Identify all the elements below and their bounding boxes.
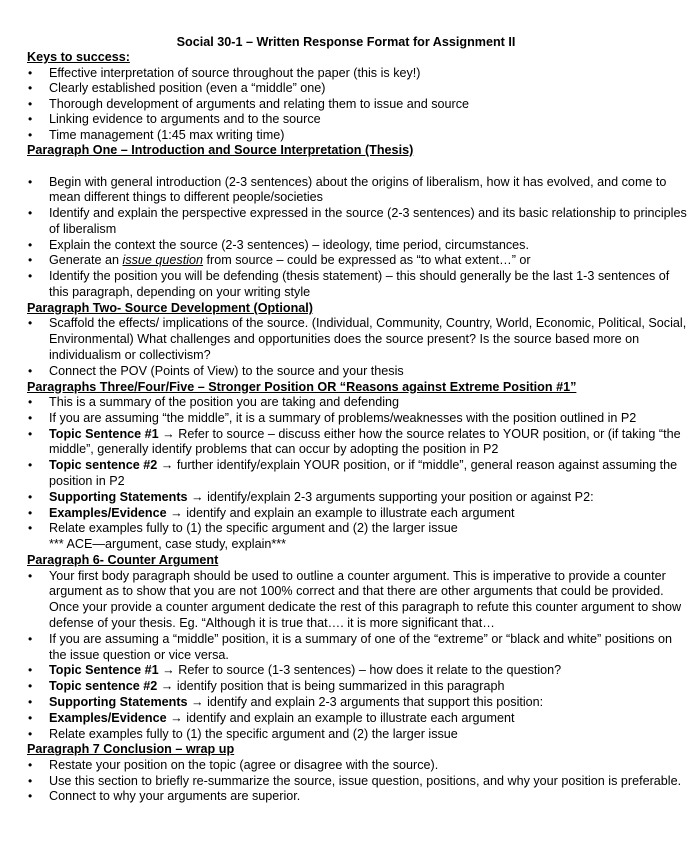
- bullet-icon: •: [28, 663, 33, 678]
- bullet-icon: •: [28, 237, 33, 252]
- list-item: • Supporting Statements → identify/explain 2-3 arguments supporting your position or against P2:: [28, 489, 594, 504]
- document-body: [27, 50, 691, 805]
- list-item: • Linking evidence to arguments and to the source: [28, 112, 321, 126]
- p2-heading: Paragraph Two- Source Development (Optional): [27, 300, 313, 315]
- bullet-icon: •: [28, 96, 33, 111]
- list-item: • Relate examples fully to (1) the specific argument and (2) the larger issue: [28, 521, 458, 536]
- bullet-icon: •: [28, 316, 33, 331]
- p7-list: [27, 758, 691, 805]
- list-item: • Begin with general introduction (2-3 sentences) about the origins of liberalism, how it has evolved, and come to mean different things to different people/societies: [28, 174, 667, 205]
- list-item: • Identify the position you will be defending (thesis statement) – this should generally be the last 1-3 sentences of this paragraph, depending on your writing style: [28, 269, 670, 300]
- bullet-icon: •: [28, 206, 33, 221]
- p6-list: [27, 569, 691, 743]
- ace-note: *** ACE—argument, case study, explain***: [49, 537, 287, 552]
- list-item: • Your first body paragraph should be used to outline a counter argument. This is imperative to provide a counter argument as to show that you are not 100% correct and that there are other arguments that could be provided. Once your provide a counter argument dedicate the rest of this paragraph to refute this counter argument to show defense of your thesis. Eg. “Although it is true that…. it is more significant that…: [28, 568, 682, 630]
- list-item: • Effective interpretation of source throughout the paper (this is key!): [28, 65, 421, 80]
- bullet-icon: •: [28, 112, 33, 126]
- bullet-icon: •: [28, 363, 33, 378]
- list-item: • Identify and explain the perspective expressed in the source (2-3 sentences) and its basic relationship to principles of liberalism: [28, 206, 687, 236]
- list-item: • Time management (1:45 max writing time): [28, 127, 285, 142]
- bullet-icon: •: [28, 410, 33, 425]
- bullet-icon: •: [28, 679, 33, 694]
- p1-list: [27, 175, 691, 301]
- bullet-icon: •: [28, 757, 33, 772]
- list-item: • Topic Sentence #1 → Refer to source – discuss either how the source relates to YOUR position, or (if taking “the middle”, generally identify problems that can occur by adopting the position in P2: [28, 426, 681, 457]
- bullet-icon: •: [28, 489, 33, 504]
- bullet-icon: •: [28, 253, 33, 268]
- list-item: • Explain the context the source (2-3 sentences) – ideology, time period, circumstances.: [28, 237, 529, 252]
- list-item: • This is a summary of the position you are taking and defending: [28, 395, 400, 410]
- list-item: • Examples/Evidence → identify and explain an example to illustrate each argument: [28, 505, 515, 520]
- bullet-icon: •: [28, 521, 33, 536]
- list-item: • Topic Sentence #1 → Refer to source (1-3 sentences) – how does it relate to the question?: [28, 663, 562, 678]
- keys-list: [27, 66, 691, 144]
- list-item: • Restate your position on the topic (agree or disagree with the source).: [28, 757, 439, 772]
- document-title: [0, 35, 696, 50]
- bullet-icon: •: [28, 789, 33, 804]
- list-item: • Clearly established position (even a “middle” one): [28, 81, 326, 95]
- p3-list: [27, 395, 691, 537]
- bullet-icon: •: [28, 631, 33, 646]
- bullet-icon: •: [28, 773, 33, 788]
- list-item: • If you are assuming a “middle” position, it is a summary of one of the “extreme” or “black and white” positions on the issue question or vice versa.: [28, 631, 672, 662]
- p7-heading: Paragraph 7 Conclusion – wrap up: [27, 742, 235, 757]
- bullet-icon: •: [28, 458, 33, 473]
- list-item: • Generate an issue question from source – could be expressed as “to what extent…” or: [28, 253, 531, 268]
- bullet-icon: •: [28, 269, 33, 284]
- bullet-icon: •: [28, 127, 33, 142]
- title-text: Social 30-1 – Written Response Format for Assignment II: [176, 35, 516, 49]
- bullet-icon: •: [28, 694, 33, 709]
- bullet-icon: •: [28, 505, 33, 520]
- bullet-icon: •: [28, 568, 33, 583]
- list-item: • Use this section to briefly re-summarize the source, issue question, positions, and why your position is preferable.: [28, 773, 682, 788]
- p3-heading: Paragraphs Three/Four/Five – Stronger Position OR “Reasons against Extreme Position #1”: [27, 379, 577, 394]
- bullet-icon: •: [28, 395, 33, 410]
- p2-list: [27, 316, 691, 379]
- list-item: • Scaffold the effects/ implications of the source. (Individual, Community, Country, World, Economic, Political, Social, Environmental) What challenges and opportunities does the source present? Is the source based more on individualism or collectivism?: [28, 316, 687, 362]
- keys-heading: Keys to success:: [27, 50, 130, 64]
- bullet-icon: •: [28, 65, 33, 80]
- spacer: [27, 159, 691, 175]
- p1-heading: Paragraph One – Introduction and Source Interpretation (Thesis): [27, 143, 414, 157]
- list-item: • Relate examples fully to (1) the specific argument and (2) the larger issue: [28, 726, 458, 741]
- list-item: • Connect to why your arguments are superior.: [28, 789, 301, 804]
- bullet-icon: •: [28, 710, 33, 725]
- issue-question-term: issue question: [122, 253, 204, 268]
- list-item: • Topic sentence #2 → identify position that is being summarized in this paragraph: [28, 679, 505, 694]
- list-item: • Thorough development of arguments and relating them to issue and source: [28, 96, 470, 111]
- list-item: • If you are assuming “the middle”, it is a summary of problems/weaknesses with the position outlined in P2: [28, 410, 637, 425]
- p6-heading: Paragraph 6- Counter Argument: [27, 553, 219, 568]
- bullet-icon: •: [28, 726, 33, 741]
- list-item: • Topic sentence #2 → further identify/explain YOUR position, or if “middle”, general reason against assuming the position in P2: [28, 458, 678, 489]
- bullet-icon: •: [28, 81, 33, 95]
- list-item: • Connect the POV (Points of View) to the source and your thesis: [28, 363, 404, 378]
- list-item: • Examples/Evidence → identify and explain an example to illustrate each argument: [28, 710, 515, 725]
- bullet-icon: •: [28, 174, 33, 189]
- bullet-icon: •: [28, 426, 33, 441]
- list-item: • Supporting Statements → identify and explain 2-3 arguments that support this position:: [28, 694, 544, 709]
